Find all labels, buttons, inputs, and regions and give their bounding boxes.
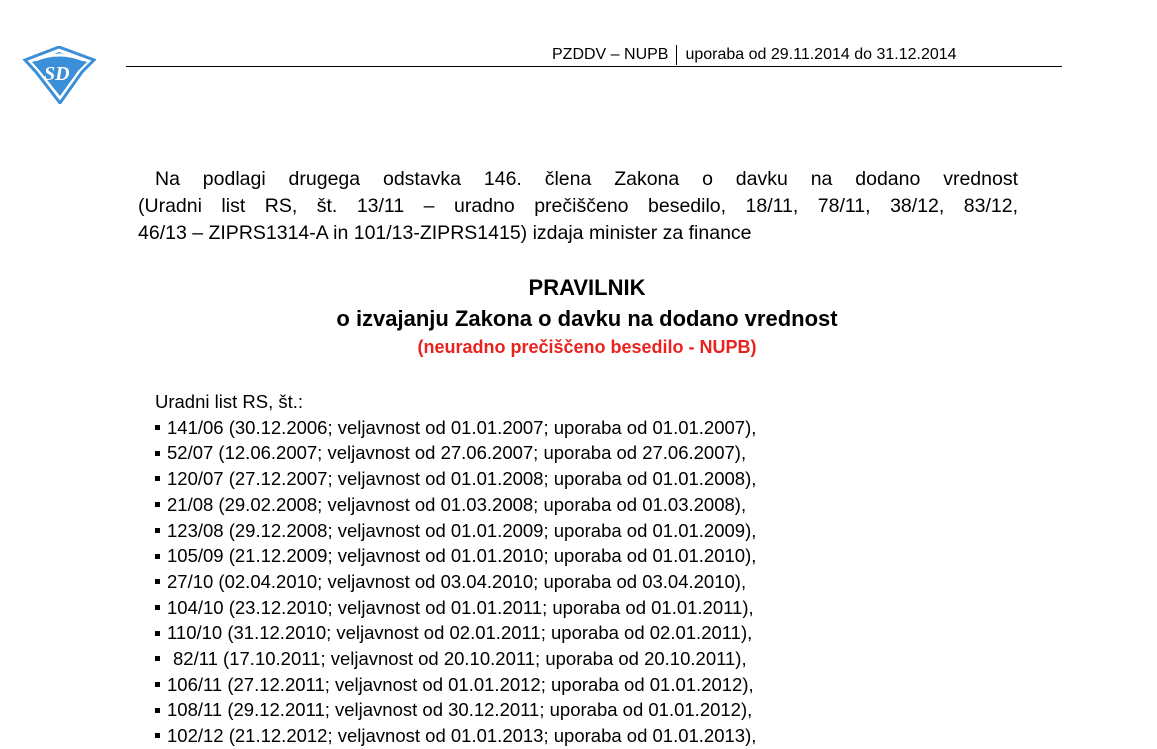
gazette-entry: 110/10 (31.12.2010; veljavnost od 02.01.2011; uporaba od 02.01.2011),	[167, 622, 753, 644]
bullet-icon	[155, 579, 160, 584]
gazette-list-item	[155, 440, 756, 466]
gazette-entry: 105/09 (21.12.2009; veljavnost od 01.01.2010; uporaba od 01.01.2010),	[167, 545, 757, 567]
gazette-list-item	[155, 466, 756, 492]
gazette-entry: 21/08 (29.02.2008; veljavnost od 01.03.2008; uporaba od 01.03.2008),	[167, 493, 747, 515]
header-document-code: PZDDV – NUPB	[552, 46, 669, 63]
bullet-icon	[155, 656, 160, 661]
bullet-icon	[155, 451, 160, 456]
gazette-list-item	[155, 492, 756, 518]
document-subtitle: o izvajanju Zakona o davku na dodano vrednost	[336, 306, 838, 331]
gazette-entry: 104/10 (23.12.2010; veljavnost od 01.01.2011; uporaba od 01.01.2011),	[167, 596, 754, 618]
gazette-list-item	[155, 595, 756, 621]
header-separator	[676, 45, 677, 65]
gazette-entry: 27/10 (02.04.2010; veljavnost od 03.04.2010; uporaba od 03.04.2010),	[167, 570, 747, 592]
svg-text:SD: SD	[44, 63, 70, 85]
gazette-entry: 108/11 (29.12.2011; veljavnost od 30.12.2011; uporaba od 01.01.2012),	[167, 699, 753, 721]
header-divider	[126, 66, 1062, 67]
bullet-icon	[155, 502, 160, 507]
page-header	[552, 45, 957, 65]
gazette-label: Uradni list RS, št.:	[155, 391, 304, 412]
intro-paragraph	[138, 166, 1018, 247]
gazette-list-item	[155, 543, 756, 569]
gazette-list-item	[155, 518, 756, 544]
gazette-list-item	[155, 415, 756, 441]
bullet-icon	[155, 631, 160, 636]
bullet-icon	[155, 425, 160, 430]
gazette-entry: 141/06 (30.12.2006; veljavnost od 01.01.2007; uporaba od 01.01.2007),	[167, 416, 757, 438]
gazette-list	[155, 415, 756, 749]
intro-line-1: Na podlagi drugega odstavka 146. člena Zakona o davku na dodano vrednost	[155, 168, 1018, 190]
gazette-section	[155, 389, 756, 749]
document-status-note: (neuradno prečiščeno besedilo - NUPB)	[417, 337, 757, 357]
gazette-list-item	[155, 697, 756, 723]
gazette-list-item	[155, 569, 756, 595]
gazette-entry: 106/11 (27.12.2011; veljavnost od 01.01.2012; uporaba od 01.01.2012),	[167, 673, 754, 695]
gazette-entry: 102/12 (21.12.2012; veljavnost od 01.01.2013; uporaba od 01.01.2013),	[167, 725, 757, 747]
gazette-list-item	[155, 646, 756, 672]
intro-line-3: 46/13 – ZIPRS1314-A in 101/13-ZIPRS1415) izdaja minister za finance	[138, 222, 752, 244]
document-title: PRAVILNIK	[528, 275, 646, 300]
bullet-icon	[155, 476, 160, 481]
gazette-list-item	[155, 723, 756, 749]
gazette-entry: 52/07 (12.06.2007; veljavnost od 27.06.2007; uporaba od 27.06.2007),	[167, 442, 747, 464]
gazette-entry: 82/11 (17.10.2011; veljavnost od 20.10.2011; uporaba od 20.10.2011),	[173, 648, 747, 670]
intro-line-2: (Uradni list RS, št. 13/11 – uradno prečiščeno besedilo, 18/11, 78/11, 38/12, 83/12,	[138, 195, 1018, 217]
gazette-entry: 120/07 (27.12.2007; veljavnost od 01.01.2008; uporaba od 01.01.2008),	[167, 468, 757, 490]
bullet-icon	[155, 708, 160, 713]
bullet-icon	[155, 682, 160, 687]
gazette-list-item	[155, 672, 756, 698]
bullet-icon	[155, 605, 160, 610]
bullet-icon	[155, 554, 160, 559]
document-title-block	[138, 272, 1036, 360]
ministry-logo-icon	[22, 46, 96, 104]
gazette-list-item	[155, 620, 756, 646]
bullet-icon	[155, 528, 160, 533]
header-validity-period: uporaba od 29.11.2014 do 31.12.2014	[685, 46, 957, 63]
gazette-entry: 123/08 (29.12.2008; veljavnost od 01.01.2009; uporaba od 01.01.2009),	[167, 519, 757, 541]
bullet-icon	[155, 733, 160, 738]
